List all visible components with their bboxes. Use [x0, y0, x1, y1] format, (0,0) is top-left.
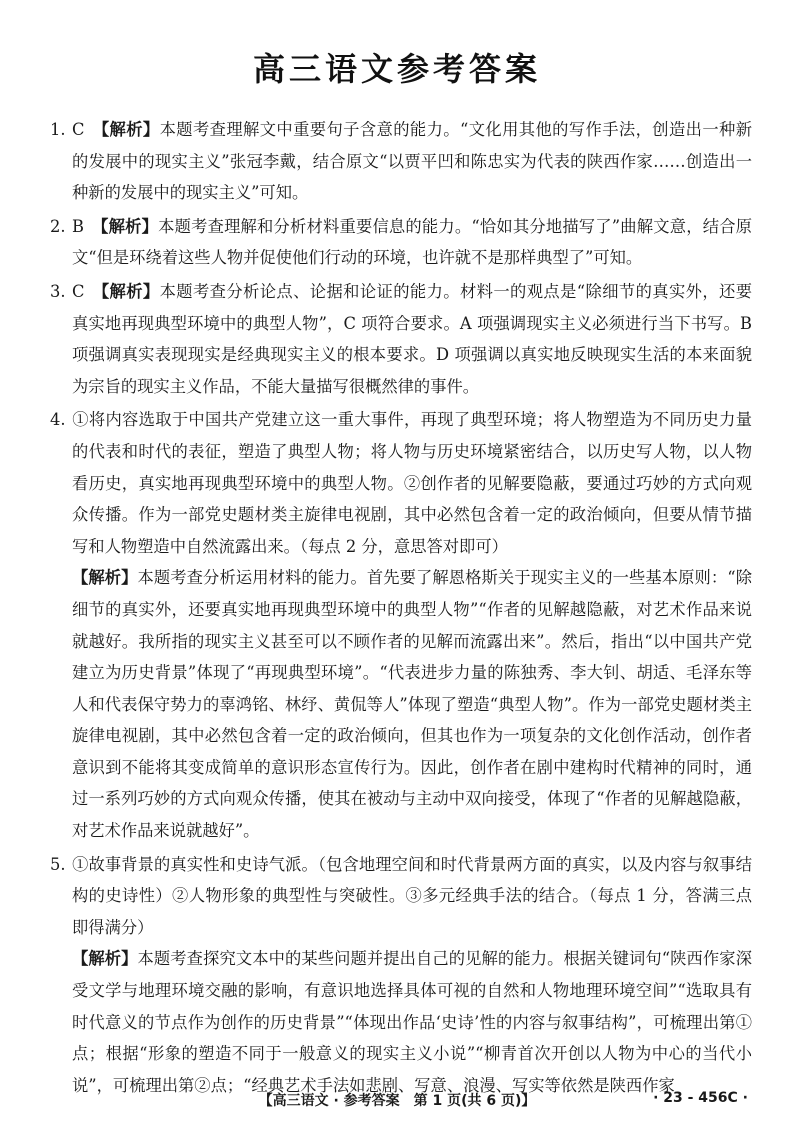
analysis-text: “文化用其他的写作手法，创造出一种新的发展中的现实主义”张冠李戴，结合原文“以贾平凹和陈忠实为代表的陕西作家……创造出一种新的发展中的现实主义”可知。: [72, 120, 752, 203]
answer-text: ①将内容选取于中国共产党建立这一重大事件，再现了典型环境；将人物塑造为不同历史力量的代表和时代的表征，塑造了典型人物；将人物与历史环境紧密结合，以历史写人物，以人物看历史，真实地再现典型环境中的典型人物。②创作者的见解要隐蔽，要通过巧妙的方式向观众传播。作为一部党史题材类主旋律电视剧，其中必然包含着一定的政治倾向，但要从情节描写和人物塑造中自然流露出来。（每点 2 分，意思答对即可）: [72, 410, 752, 556]
analysis-lead: 本题考查分析论点、论据和论证的能力。: [159, 281, 460, 301]
page-title: 高三语文参考答案: [252, 50, 541, 88]
item-number: 5.: [50, 854, 66, 874]
analysis-paragraph: [72, 943, 752, 1101]
item-number: 2.: [50, 216, 66, 236]
item-number: 1.: [50, 120, 66, 139]
analysis-text: 根据关键词句“陕西作家深受文学与地理环境交融的影响，有意识地选择具体可视的自然和人物地理环境空间”“选取具有时代意义的节点作为创作的历史背景”“体现出作品‘史诗’性的内容与叙事结构”，可梳理出第①点；根据“形象的塑造不同于一般意义的现实主义小说”“柳青首次开创以人物为中心的当代小说”，可梳理出第②点；“经典艺术手法如悲剧、写意、浪漫、写实等依然是陕西作家: [72, 949, 752, 1095]
analysis-paragraph: [72, 562, 752, 846]
answer-text: ①故事背景的真实性和史诗气派。（包含地理空间和时代背景两方面的真实，以及内容与叙事结构的史诗性）②人物形象的典型性与突破性。③多元经典手法的结合。（每点 1 分，答满三点即得满分）: [72, 854, 752, 937]
footer-page-info: 【高三语文 · 参考答案 第 1 页(共 6 页)】: [258, 1093, 536, 1109]
answer-item-2: [50, 211, 752, 274]
answer-item-4: [50, 404, 752, 846]
analysis-tag: 【解析】: [91, 216, 159, 236]
answer-item-3: [50, 276, 752, 402]
answer-item-5: [50, 849, 752, 1102]
analysis-lead: 本题考查理解和分析材料重要信息的能力。: [158, 216, 472, 236]
analysis-tag: 【解析】: [72, 568, 138, 588]
analysis-tag: 【解析】: [92, 281, 160, 301]
analysis-tag: 【解析】: [92, 120, 160, 139]
analysis-text: 材料一的观点是“除细节的真实外，还要真实地再现典型环境中的典型人物”，C 项符合要求。A 项强调现实主义必须进行当下书写。B 项强调真实表现现实是经典现实主义的根本要求。D 项强调以真实地反映现实生活的本来面貌为宗旨的现实主义作品，不能大量描写很概然律的事件。: [72, 281, 752, 396]
answer-choice: C: [72, 281, 85, 301]
analysis-lead: 本题考查理解文中重要句子含意的能力。: [159, 120, 460, 139]
answer-list: [50, 114, 752, 1103]
analysis-text: 首先要了解恩格斯关于现实主义的一些基本原则：“除细节的真实外，还要真实地再现典型环境中的典型人物”“作者的见解越隐蔽，对艺术作品来说就越好。我所指的现实主义甚至可以不顾作者的见解而流露出来”。然后，指出“以中国共产党建立为历史背景”体现了“再现典型环境”。“代表进步力量的陈独秀、李大钊、胡适、毛泽东等人和代表保守势力的辜鸿铭、林纾、黄侃等人”体现了塑造“典型人物”。作为一部党史题材类主旋律电视剧，其中必然包含着一定的政治倾向，但其也作为一项复杂的文化创作活动，创作者意识到不能将其变成简单的意识形态宣传行为。因此，创作者在剧中建构时代精神的同时，通过一系列巧妙的方式向观众传播，使其在被动与主动中双向接受，体现了“作者的见解越隐蔽，对艺术作品来说就越好”。: [72, 568, 752, 841]
answer-item-1: [50, 114, 752, 209]
item-number: 4.: [50, 410, 66, 430]
page-footer: [0, 1090, 794, 1112]
analysis-lead: 本题考查探究文本中的某些问题并提出自己的见解的能力。: [137, 949, 564, 969]
footer-exam-code: · 23 - 456C ·: [653, 1090, 748, 1106]
analysis-lead: 本题考查分析运用材料的能力。: [137, 568, 367, 588]
analysis-text: “恰如其分地描写了”曲解文意，结合原文“但是环绕着这些人物并促使他们行动的环境，也许就不是那样典型了”可知。: [72, 216, 752, 268]
item-number: 3.: [50, 281, 66, 301]
answer-choice: B: [72, 216, 84, 236]
answer-choice: C: [72, 120, 85, 139]
analysis-tag: 【解析】: [72, 949, 138, 969]
